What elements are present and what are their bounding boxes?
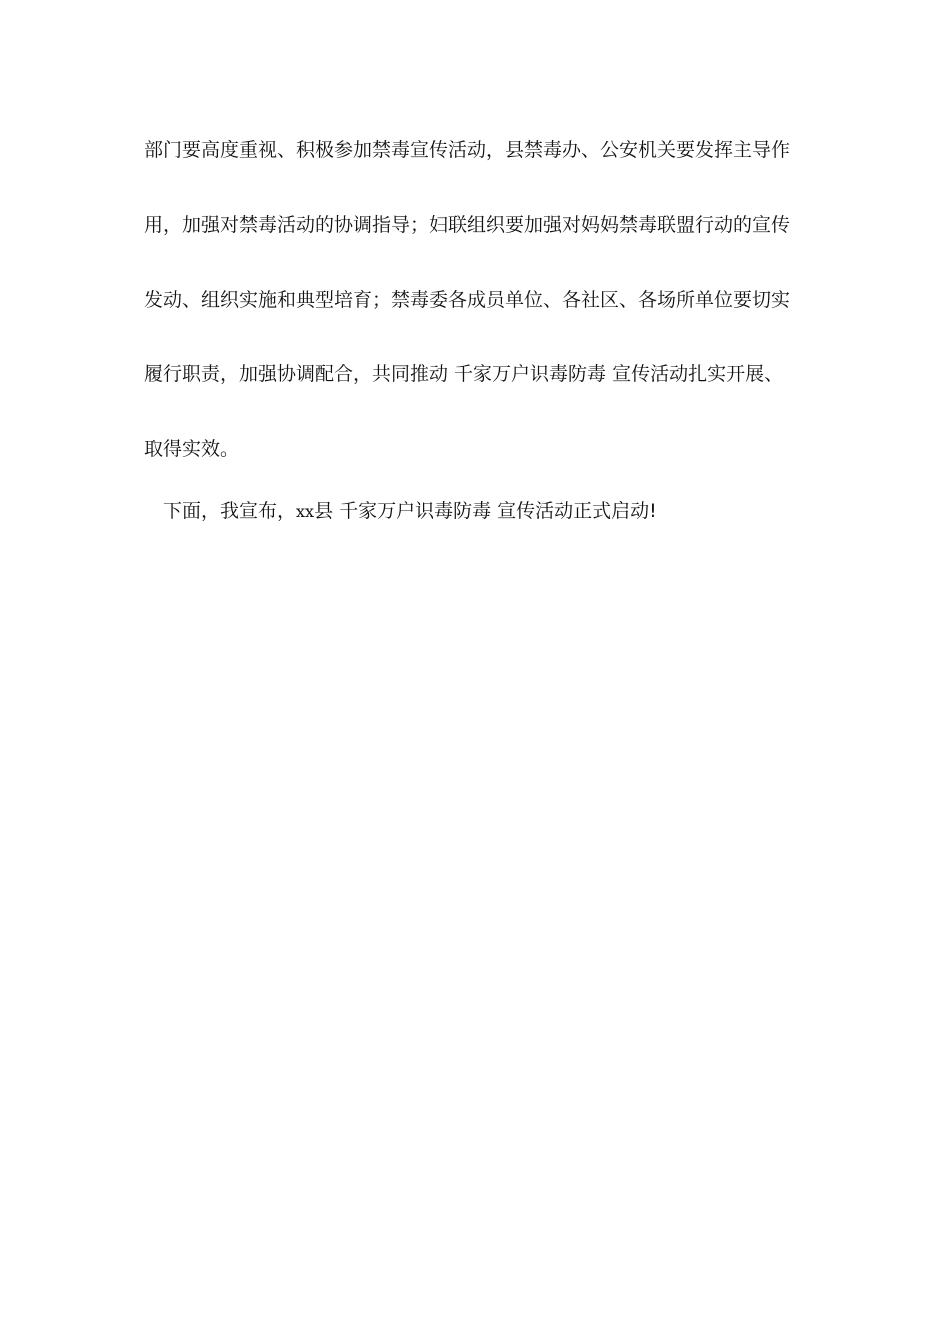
paragraph-line: 发动、组织实施和典型培育；禁毒委各成员单位、各社区、各场所单位要切实: [144, 289, 791, 311]
announcement-suffix: 县 千家万户识毒防毒 宣传活动正式启动!: [314, 500, 657, 522]
paragraph-line: 部门要高度重视、积极参加禁毒宣传活动，县禁毒办、公安机关要发挥主导作: [144, 139, 791, 161]
paragraph-line: 用，加强对禁毒活动的协调指导；妇联组织要加强对妈妈禁毒联盟行动的宣传: [144, 214, 791, 236]
paragraph-line: 履行职责，加强协调配合，共同推动 千家万户识毒防毒 宣传活动扎实开展、: [144, 363, 784, 385]
paragraph-line: 取得实效。: [144, 438, 240, 460]
announcement-prefix: 下面，我宣布，: [163, 500, 297, 522]
announcement-line: [163, 499, 843, 524]
county-placeholder: xx: [296, 502, 315, 521]
